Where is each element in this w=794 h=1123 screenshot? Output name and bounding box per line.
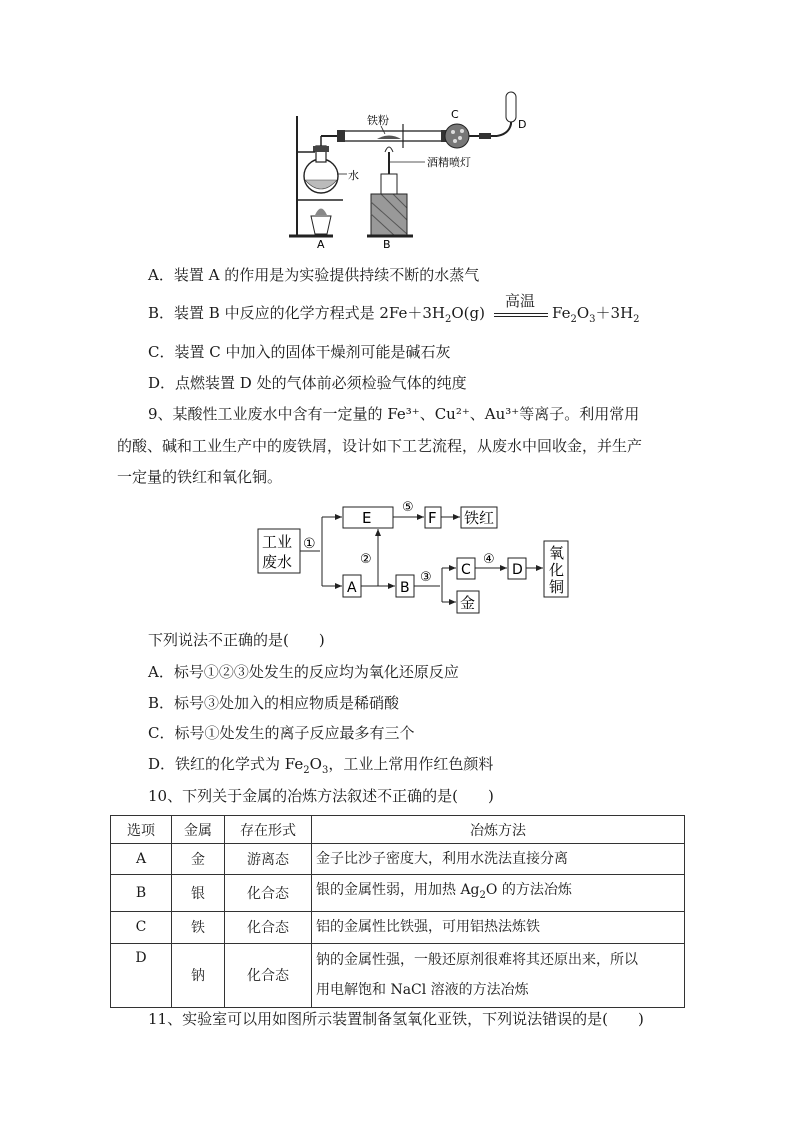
q10-stem: 10、下列关于金属的冶炼方法叙述不正确的是( ) [148, 787, 494, 805]
label-c: C [451, 108, 459, 121]
q9-option-a: A．标号①②③处发生的反应均为氧化还原反应 [148, 663, 459, 681]
flow-node-gold: 金 [460, 594, 476, 612]
label-d: D [518, 118, 527, 131]
label-lamp: 酒精喷灯 [427, 156, 471, 169]
flow-node-a: A [347, 580, 357, 596]
table-header: 选项 [111, 816, 172, 844]
label-iron-powder: 铁粉 [367, 114, 389, 127]
q9-stem-line3: 一定量的铁红和氧化铜。 [117, 468, 283, 486]
q11-stem: 11、实验室可以用如图所示装置制备氢氧化亚铁，下列说法错误的是( ) [148, 1010, 644, 1028]
flow-node-copper-oxide-1: 氧 [549, 544, 565, 562]
q8-equation-products: $Fe_2O_3+3H_2$ [552, 304, 640, 325]
flow-step-2: ② [360, 552, 372, 567]
table-row: A 金 游离态 金子比沙子密度大，利用水洗法直接分离 [111, 844, 685, 875]
label-b: B [383, 238, 391, 250]
table-header: 金属 [172, 816, 225, 844]
label-water: 水 [348, 169, 359, 182]
flow-step-3: ③ [420, 570, 432, 585]
flow-step-1: ① [303, 536, 316, 552]
flow-node-iron-red: 铁红 [464, 509, 495, 527]
q9-stem-line1: 9、某酸性工业废水中含有一定量的 Fe³⁺、Cu²⁺、Au³⁺等离子。利用常用 [148, 405, 640, 423]
q8-equation-equals [494, 313, 548, 317]
q9-question: 下列说法不正确的是( ) [148, 631, 325, 649]
flow-node-d: D [512, 562, 523, 578]
flow-source-line1: 工业 [262, 533, 293, 551]
q8-option-a: A．装置 A 的作用是为实验提供持续不断的水蒸气 [148, 266, 480, 284]
table-row: B 银 化合态 银的金属性弱，用加热 $Ag_2O$ 的方法冶炼 [111, 875, 685, 912]
q9-option-c: C．标号①处发生的离子反应最多有三个 [148, 724, 415, 742]
flow-node-e: E [362, 509, 372, 527]
table-header: 冶炼方法 [312, 816, 685, 844]
q9-option-b: B．标号③处加入的相应物质是稀硝酸 [148, 694, 400, 712]
flow-node-c: C [461, 562, 471, 578]
flow-node-copper-oxide-3: 铜 [549, 578, 565, 596]
flow-step-5: ⑤ [402, 500, 414, 515]
q9-stem-line2: 的酸、碱和工业生产中的废铁屑，设计如下工艺流程，从废水中回收金，并生产 [117, 437, 643, 455]
table-row: D 钠 化合态 钠的金属性强，一般还原剂很难将其还原出来，所以 用电解饱和 NaCl 溶液的方法冶炼 [111, 943, 685, 1007]
label-a: A [317, 238, 325, 250]
q9-option-d: D．铁红的化学式为 $Fe_2O_3$，工业上常用作红色颜料 [148, 755, 494, 776]
flow-step-4: ④ [483, 552, 495, 567]
flow-diagram [250, 497, 580, 622]
table-row: C 铁 化合态 铝的金属性比铁强，可用铝热法炼铁 [111, 911, 685, 943]
q8-option-c: C．装置 C 中加入的固体干燥剂可能是碱石灰 [148, 343, 451, 361]
q8-option-d: D．点燃装置 D 处的气体前必须检验气体的纯度 [148, 374, 467, 392]
q8-option-b: B．装置 B 中反应的化学方程式是 $2Fe+3H_2O(g)$ [148, 304, 485, 325]
q10-table [110, 815, 685, 1008]
table-header: 存在形式 [225, 816, 312, 844]
flow-source-line2: 废水 [262, 553, 293, 571]
apparatus-figure [285, 88, 545, 250]
flow-node-copper-oxide-2: 化 [549, 561, 565, 579]
q8-equation-condition: 高温 [505, 292, 536, 310]
flow-node-f: F [428, 509, 437, 527]
flow-node-b: B [400, 580, 410, 596]
